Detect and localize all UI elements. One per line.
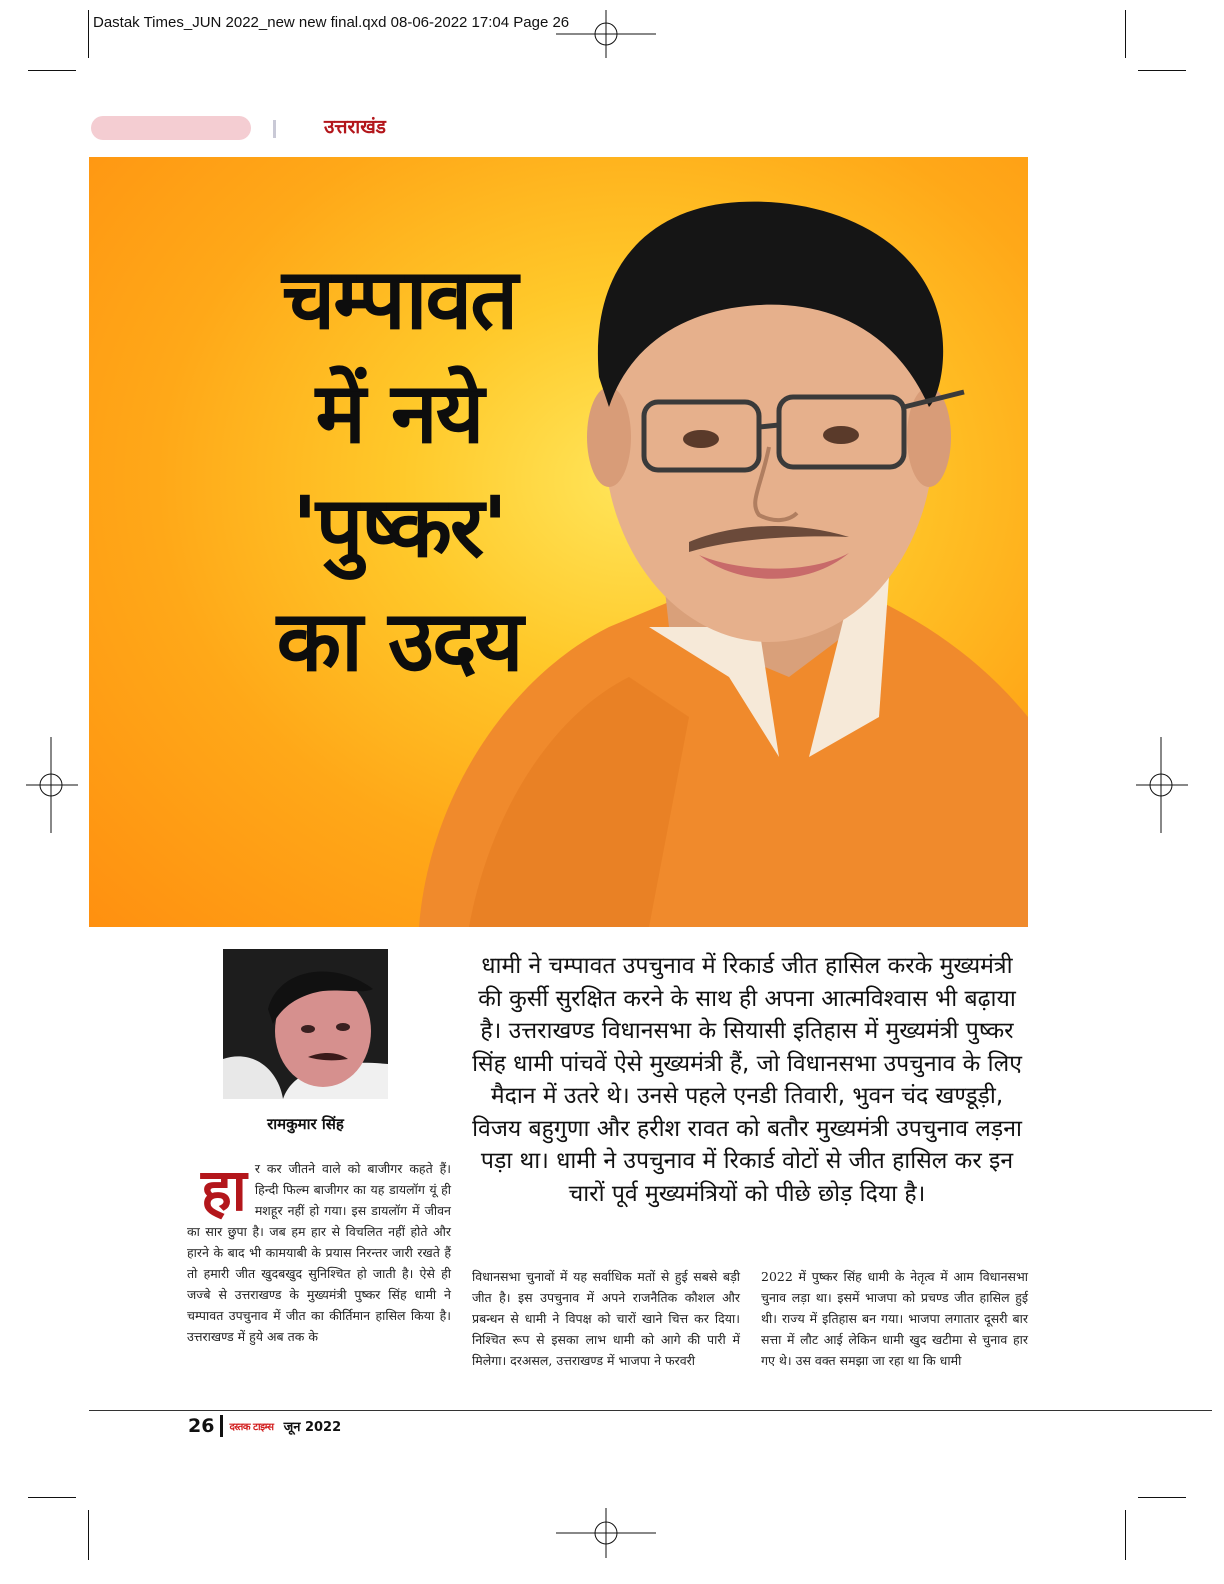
crop-mark <box>88 10 89 58</box>
author-photo <box>223 949 388 1099</box>
author-name: रामकुमार सिंह <box>267 1115 344 1133</box>
publication-logo: दस्तक टाइम्स <box>229 1422 274 1433</box>
headline-line: का उदय <box>276 592 522 690</box>
article-deck: धामी ने चम्पावत उपचुनाव में रिकार्ड जीत हासिल करके मुख्यमंत्री की कुर्सी सुरक्षित करने के साथ ही अपना आत्मविश्वास भी बढ़ाया है। उत्तराखण्ड विधानसभा के सियासी इतिहास में मुख्यमंत्री पुष्कर सिंह धामी पांचवें ऐसे मुख्यमंत्री हैं, जो विधानसभा उपचुनाव के लिए मैदान में उतरे थे। उनसे पहले एनडी तिवारी, भुवन चंद खण्डूड़ी, विजय बहुगुणा और हरीश रावत को बतौर मुख्यमंत्री उपचुनाव लड़ना पड़ा था। धामी ने उपचुनाव में रिकार्ड वोटों से जीत हासिल कर इन चारों पूर्व मुख्यमंत्रियों को पीछे छोड़ दिया है। <box>472 953 1022 1207</box>
folio-divider <box>220 1415 223 1437</box>
headline-line: में नये <box>315 364 483 462</box>
article-column-1 <box>187 1158 451 1347</box>
printer-slug: Dastak Times_JUN 2022_new new final.qxd 08-06-2022 17:04 Page 26 <box>93 14 570 31</box>
section-tab-decoration <box>91 116 251 140</box>
crop-mark <box>28 1497 76 1498</box>
crop-mark <box>88 1510 89 1560</box>
footer-rule <box>89 1410 1212 1411</box>
hero-banner <box>89 157 1028 927</box>
registration-mark-icon <box>26 737 78 833</box>
page-number: 26 <box>188 1415 215 1437</box>
drop-cap: हा <box>201 1156 247 1224</box>
page-folio <box>188 1414 341 1438</box>
crop-mark <box>1125 10 1126 58</box>
crop-mark <box>1125 1510 1126 1560</box>
column-text: र कर जीतने वाले को बाजीगर कहते हैं। हिन्दी फिल्म बाजीगर का यह डायलॉग यूं ही मशहूर नहीं हो गया। इस डायलॉग में जीवन का सार छुपा है। जब हम हार से विचलित नहीं होते और हारने के बाद भी कामयाबी के प्रयास निरन्तर जारी रखते हैं तो हमारी जीत खुदबखुद सुनिश्चित हो जाती है। ऐसे ही जज्बे से उत्तराखण्ड के मुख्यमंत्री पुष्कर सिंह धामी ने चम्पावत उपचुनाव में जीत का कीर्तिमान हासिल किया है। उत्तराखण्ड में हुये अब तक के <box>187 1161 451 1344</box>
headline <box>229 242 569 698</box>
section-label: उत्तराखंड <box>324 116 386 138</box>
issue-month: जून 2022 <box>283 1420 342 1435</box>
crop-mark <box>1138 70 1186 71</box>
crop-mark <box>28 70 76 71</box>
headline-line: 'पुष्कर' <box>292 478 506 576</box>
article-column-3: 2022 में पुष्कर सिंह धामी के नेतृत्व में आम विधानसभा चुनाव लड़ा था। इसमें भाजपा को प्रचण्ड जीत हासिल हुई थी। राज्य में इतिहास बन गया। भाजपा लगातार दूसरी बार सत्ता में लौट आई लेकिन धामी खुद खटीमा से चुनाव हार गए थे। उस वक्त समझा जा रहा था कि धामी <box>761 1269 1028 1368</box>
crop-mark <box>1138 1497 1186 1498</box>
section-divider <box>273 120 276 138</box>
author-portrait-icon <box>223 949 388 1099</box>
registration-mark-icon <box>556 1508 656 1558</box>
registration-mark-icon <box>1136 737 1188 833</box>
article-column-2: विधानसभा चुनावों में यह सर्वाधिक मतों से हुई सबसे बड़ी जीत है। इस उपचुनाव में अपने राजनैतिक कौशल और प्रबन्धन से धामी ने विपक्ष को चारों खाने चित्त कर दिया। निश्चित रूप से इसका लाभ धामी को आगे की पारी में मिलेगा। दरअसल, उत्तराखण्ड में भाजपा ने फरवरी <box>472 1269 740 1368</box>
registration-mark-icon <box>556 10 656 58</box>
headline-line: चम्पावत <box>281 250 517 348</box>
